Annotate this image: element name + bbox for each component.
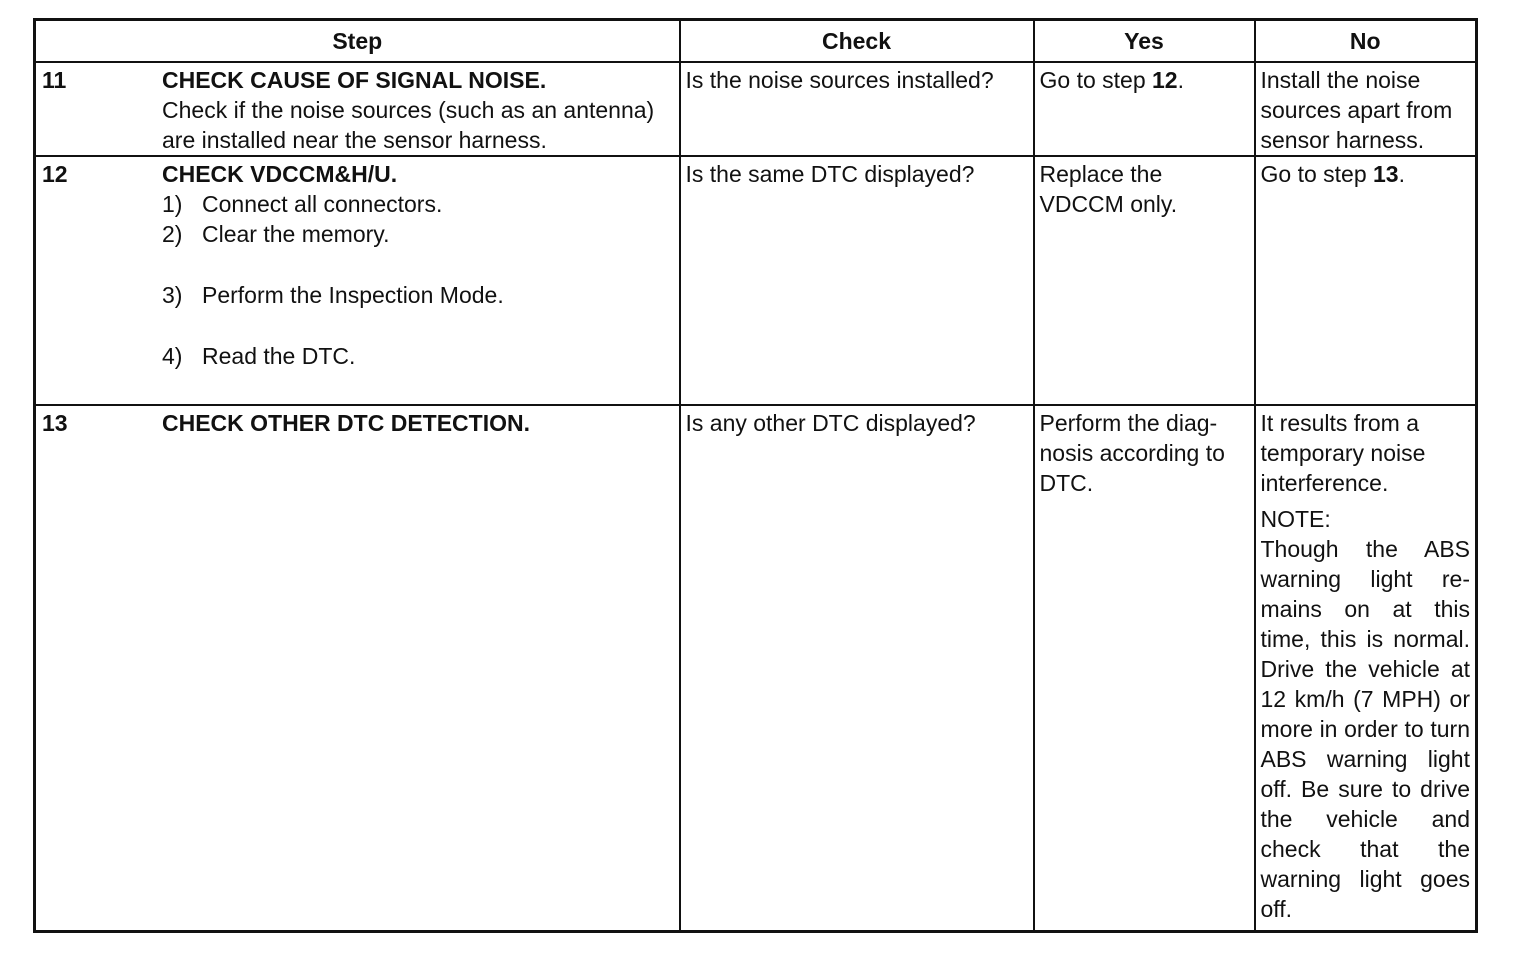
header-yes: Yes — [1034, 20, 1255, 63]
table-row-step-13 — [35, 405, 1477, 932]
no-text: It results from a temporary noise interference. — [1260, 410, 1426, 496]
step-number: 12 — [42, 161, 68, 187]
check-text: Is the noise sources installed? — [685, 67, 994, 93]
substep-2: 2) Clear the memory. — [162, 221, 390, 247]
table-row-step-11 — [35, 62, 1477, 156]
header-no: No — [1255, 20, 1477, 63]
substep-1: 1) Connect all connectors. — [162, 191, 443, 217]
step-cell — [35, 62, 680, 156]
yes-text: Replace the VDCCM only. — [1039, 161, 1178, 217]
note-label: NOTE: — [1260, 506, 1331, 532]
substep-4: 4) Read the DTC. — [162, 343, 356, 369]
no-text: Go to step 13. — [1260, 161, 1405, 187]
substep-3: 3) Perform the Inspection Mode. — [162, 282, 504, 308]
header-row — [35, 20, 1477, 63]
no-cell — [1255, 156, 1477, 405]
step-title: CHECK CAUSE OF SIGNAL NOISE. — [162, 67, 547, 93]
diagnostic-table — [33, 18, 1478, 933]
header-step: Step — [35, 20, 680, 63]
step-cell — [35, 156, 680, 405]
step-reference: 13 — [1373, 161, 1399, 187]
no-text: Install the noise sources apart from sensor harness. — [1260, 67, 1453, 153]
header-check: Check — [680, 20, 1034, 63]
step-title: CHECK VDCCM&H/U. — [162, 161, 398, 187]
yes-cell — [1034, 62, 1255, 156]
step-number: 11 — [42, 67, 67, 93]
yes-text: Go to step 12. — [1039, 67, 1184, 93]
table-row-step-12 — [35, 156, 1477, 405]
step-title: CHECK OTHER DTC DETECTION. — [162, 410, 530, 436]
check-text: Is the same DTC displayed? — [685, 161, 975, 187]
no-cell — [1255, 62, 1477, 156]
check-cell — [680, 156, 1034, 405]
yes-cell — [1034, 405, 1255, 932]
yes-text: Perform the diag-nosis according to DTC. — [1039, 410, 1225, 496]
step-reference: 12 — [1152, 67, 1178, 93]
note-text: Though the ABS warning light re-mains on at this time, this is normal. Drive the vehicle at 12 km/h (7 MPH) or more in order to turn ABS warning light off. Be sure to drive the vehicle and check that the warning light goes off. — [1260, 536, 1470, 922]
step-number: 13 — [42, 410, 68, 436]
check-text: Is any other DTC displayed? — [685, 410, 976, 436]
step-cell — [35, 405, 680, 932]
no-cell — [1255, 405, 1477, 932]
check-cell — [680, 62, 1034, 156]
step-description: Check if the noise sources (such as an antenna) are installed near the sensor harness. — [162, 97, 655, 153]
check-cell — [680, 405, 1034, 932]
yes-cell — [1034, 156, 1255, 405]
